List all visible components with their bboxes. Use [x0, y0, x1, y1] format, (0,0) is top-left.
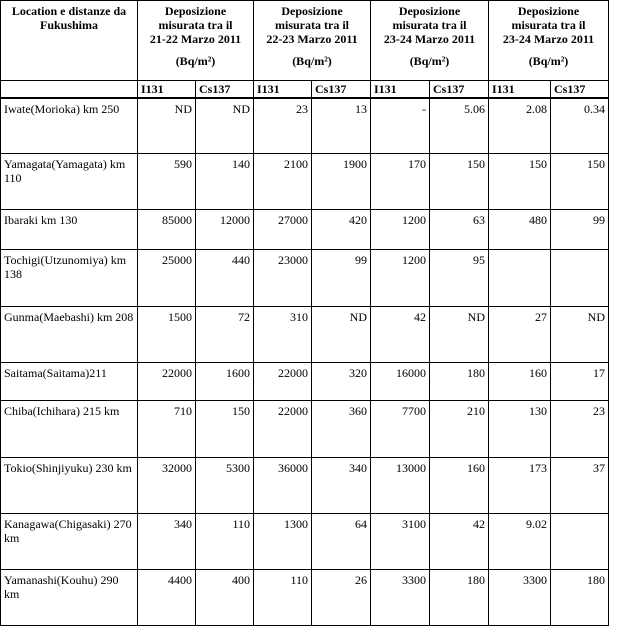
isotope-header: I131	[371, 81, 430, 98]
table-row	[1, 570, 609, 626]
value-cell: 63	[430, 210, 489, 250]
value-cell: 1900	[312, 154, 371, 210]
value-cell: 3300	[489, 570, 551, 626]
value-cell: 170	[371, 154, 430, 210]
unit-label: (Bq/m²)	[528, 54, 569, 68]
value-cell: 27000	[254, 210, 312, 250]
value-cell: 110	[196, 514, 254, 570]
period-label: Deposizione	[398, 4, 461, 18]
value-cell: 310	[254, 307, 312, 363]
value-cell: 180	[430, 570, 489, 626]
location-cell: Yamagata(Yamagata) km 110	[1, 154, 138, 210]
value-cell: 1200	[371, 210, 430, 250]
value-cell	[551, 514, 609, 570]
value-cell: 173	[489, 458, 551, 514]
location-cell: Tochigi(Utzunomiya) km 138	[1, 250, 138, 307]
value-cell: 5.06	[430, 98, 489, 154]
value-cell: 140	[196, 154, 254, 210]
value-cell: 12000	[196, 210, 254, 250]
value-cell: 23000	[254, 250, 312, 307]
value-cell: 22000	[254, 363, 312, 401]
isotope-header: Cs137	[430, 81, 489, 98]
table-row	[1, 363, 609, 401]
value-cell: 130	[489, 401, 551, 458]
value-cell: 17	[551, 363, 609, 401]
value-cell: 27	[489, 307, 551, 363]
value-cell: 360	[312, 401, 371, 458]
value-cell: 150	[489, 154, 551, 210]
value-cell: 0.34	[551, 98, 609, 154]
value-cell: 2100	[254, 154, 312, 210]
period-label: Deposizione	[164, 4, 227, 18]
value-cell: 64	[312, 514, 371, 570]
table-row	[1, 458, 609, 514]
isotope-header: I131	[138, 81, 196, 98]
value-cell: 400	[196, 570, 254, 626]
value-cell: 16000	[371, 363, 430, 401]
value-cell: 710	[138, 401, 196, 458]
value-cell: 99	[312, 250, 371, 307]
value-cell	[489, 250, 551, 307]
value-cell: 37	[551, 458, 609, 514]
empty-cell	[1, 81, 138, 98]
value-cell: 95	[430, 250, 489, 307]
value-cell: 26	[312, 570, 371, 626]
value-cell: ND	[551, 307, 609, 363]
period-label: misurata tra il	[511, 18, 586, 32]
unit-label: (Bq/m²)	[292, 54, 332, 68]
value-cell: 5300	[196, 458, 254, 514]
value-cell: 160	[430, 458, 489, 514]
value-cell: 180	[551, 570, 609, 626]
value-cell: 420	[312, 210, 371, 250]
table-row	[1, 98, 609, 154]
value-cell: 1500	[138, 307, 196, 363]
value-cell: 85000	[138, 210, 196, 250]
value-cell: 1600	[196, 363, 254, 401]
period-date: 21-22 Marzo 2011	[149, 32, 242, 46]
value-cell: 180	[430, 363, 489, 401]
value-cell: 150	[551, 154, 609, 210]
value-cell: 440	[196, 250, 254, 307]
value-cell: ND	[430, 307, 489, 363]
location-cell: Tokio(Shinjiyuku) 230 km	[1, 458, 138, 514]
location-cell: Saitama(Saitama)211	[1, 363, 138, 401]
period-header	[371, 1, 489, 81]
value-cell: 13000	[371, 458, 430, 514]
value-cell: 320	[312, 363, 371, 401]
isotope-header: I131	[254, 81, 312, 98]
period-date: 22-23 Marzo 2011	[266, 32, 358, 46]
value-cell	[551, 250, 609, 307]
value-cell: -	[371, 98, 430, 154]
value-cell: 1300	[254, 514, 312, 570]
value-cell: 150	[430, 154, 489, 210]
isotope-header: Cs137	[196, 81, 254, 98]
location-header: Location e distanze da Fukushima	[1, 1, 138, 81]
value-cell: 7700	[371, 401, 430, 458]
value-cell: 3300	[371, 570, 430, 626]
value-cell: 9.02	[489, 514, 551, 570]
location-cell: Iwate(Morioka) km 250	[1, 98, 138, 154]
value-cell: 590	[138, 154, 196, 210]
value-cell: 42	[371, 307, 430, 363]
isotope-header: Cs137	[312, 81, 371, 98]
location-cell: Ibaraki km 130	[1, 210, 138, 250]
table-row	[1, 154, 609, 210]
value-cell: 210	[430, 401, 489, 458]
table-row	[1, 210, 609, 250]
value-cell: 25000	[138, 250, 196, 307]
value-cell: 2.08	[489, 98, 551, 154]
value-cell: 13	[312, 98, 371, 154]
table-row	[1, 250, 609, 307]
value-cell: 22000	[138, 363, 196, 401]
value-cell: 23	[551, 401, 609, 458]
period-label: misurata tra il	[275, 18, 349, 32]
value-cell: 36000	[254, 458, 312, 514]
unit-label: (Bq/m²)	[409, 54, 450, 68]
table-row	[1, 514, 609, 570]
value-cell: 42	[430, 514, 489, 570]
location-cell: Chiba(Ichihara) 215 km	[1, 401, 138, 458]
location-cell: Gunma(Maebashi) km 208	[1, 307, 138, 363]
location-cell: Kanagawa(Chigasaki) 270 km	[1, 514, 138, 570]
location-cell: Yamanashi(Kouhu) 290 km	[1, 570, 138, 626]
value-cell: ND	[196, 98, 254, 154]
value-cell: 1200	[371, 250, 430, 307]
period-date: 23-24 Marzo 2011	[502, 32, 595, 46]
value-cell: ND	[312, 307, 371, 363]
period-header	[489, 1, 609, 81]
value-cell: 32000	[138, 458, 196, 514]
table-row	[1, 401, 609, 458]
value-cell: 3100	[371, 514, 430, 570]
period-label: misurata tra il	[392, 18, 467, 32]
period-label: Deposizione	[517, 4, 580, 18]
unit-label: (Bq/m²)	[175, 54, 216, 68]
value-cell: 23	[254, 98, 312, 154]
value-cell: 4400	[138, 570, 196, 626]
isotope-row	[1, 81, 609, 98]
period-date: 23-24 Marzo 2011	[383, 32, 476, 46]
period-header	[138, 1, 254, 81]
period-header	[254, 1, 371, 81]
header-row	[1, 1, 609, 81]
value-cell: 340	[138, 514, 196, 570]
isotope-header: Cs137	[551, 81, 609, 98]
value-cell: ND	[138, 98, 196, 154]
value-cell: 340	[312, 458, 371, 514]
value-cell: 110	[254, 570, 312, 626]
value-cell: 99	[551, 210, 609, 250]
value-cell: 22000	[254, 401, 312, 458]
period-label: misurata tra il	[158, 18, 233, 32]
value-cell: 480	[489, 210, 551, 250]
value-cell: 150	[196, 401, 254, 458]
period-label: Deposizione	[281, 4, 343, 18]
table-row	[1, 307, 609, 363]
isotope-header: I131	[489, 81, 551, 98]
value-cell: 72	[196, 307, 254, 363]
value-cell: 160	[489, 363, 551, 401]
